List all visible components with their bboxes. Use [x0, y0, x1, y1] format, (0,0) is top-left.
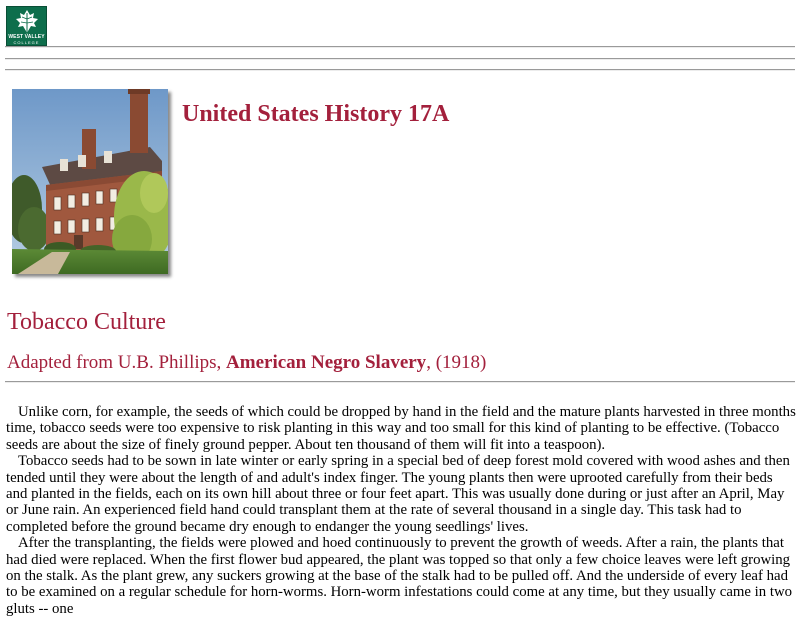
- header-rule-1: [5, 46, 795, 48]
- paragraph-2: Tobacco seeds had to be sown in late winter or early spring in a special bed of deep forest mold covered with wood ashes and then tended until they were about the length of and adult's index finger. The young plants then were uprooted carefully from their beds and planted in the fields, each on its own hill about three or four feet apart. This was usually done during or just after an April, May or June rain. An experienced field hand could transplant them at the rate of several thousand in a single day. This task had to completed before the ground became dry enough to endanger the young seedlings' lives.: [6, 453, 790, 535]
- logo-line1: WEST VALLEY: [8, 34, 45, 40]
- colonial-house-photo: [12, 89, 168, 274]
- college-logo[interactable]: [6, 6, 47, 46]
- article-body: [6, 404, 796, 617]
- paragraph-3: After the transplanting, the fields were plowed and hoed continuously to prevent the growth of weeds. After a rain, the plants that had died were replaced. When the first flower bud appeared, the plant was topped so that only a few choice leaves were left growing on the stalk. As the plant grew, any suckers growing at the base of the stalk had to be pulled off. And the underside of every leaf had to be examined on a regular schedule for horn-worms. Horn-worm infestations could come at any time, but they usually came in two gluts -- one: [6, 535, 793, 617]
- article-source: [7, 352, 486, 374]
- course-title: United States History 17A: [182, 101, 450, 127]
- source-prefix: Adapted from U.B. Phillips,: [7, 352, 227, 373]
- source-year: , (1918): [426, 352, 487, 373]
- oak-leaf-icon: [15, 9, 39, 35]
- section-divider: [5, 381, 795, 383]
- paragraph-1: Unlike corn, for example, the seeds of which could be dropped by hand in the field and the mature plants harvested in three months time, tobacco seeds were too expensive to risk planting in this way and too small for this kind of planting to be effective. (Tobacco seeds are about the size of finely ground pepper. About ten thousand of them will fit into a teaspoon).: [6, 404, 796, 453]
- header-rule-2: [5, 58, 795, 60]
- source-book-title: American Negro Slavery: [226, 352, 427, 373]
- header-rule-3: [5, 69, 795, 71]
- article-title: Tobacco Culture: [7, 309, 166, 335]
- logo-line2: COLLEGE: [13, 40, 40, 45]
